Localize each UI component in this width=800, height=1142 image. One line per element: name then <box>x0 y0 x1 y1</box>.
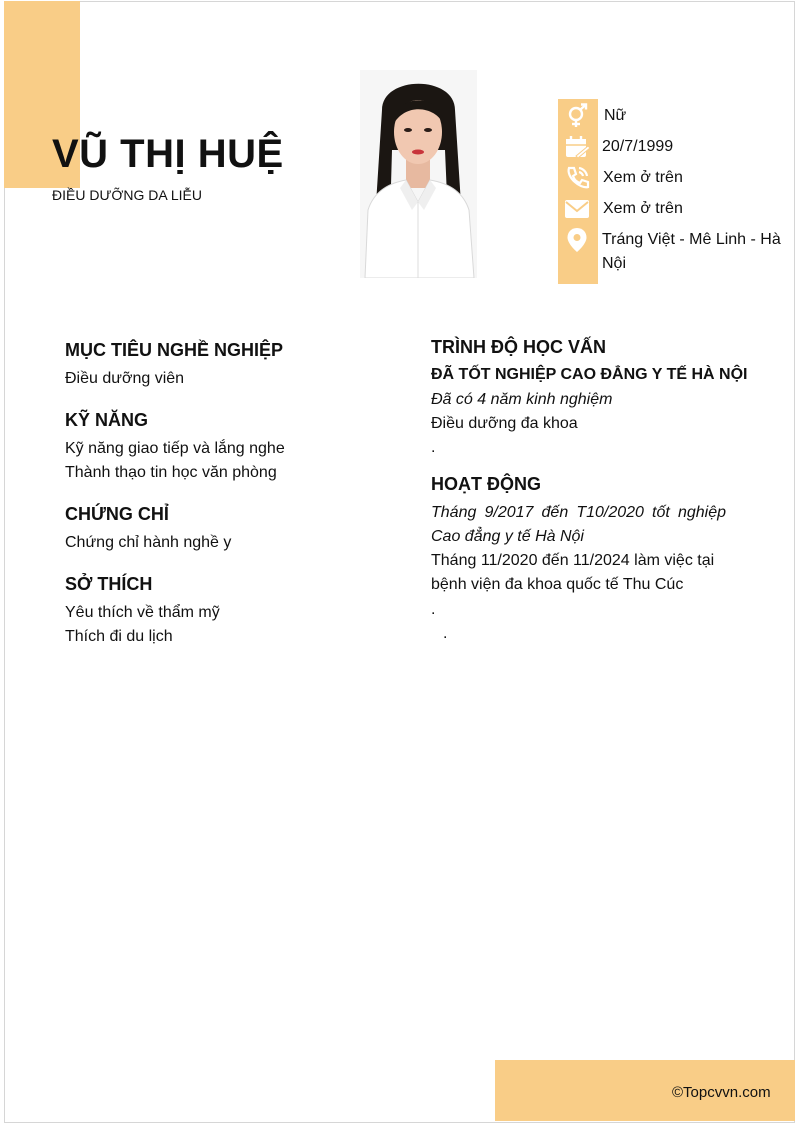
birthday-text: 20/7/1999 <box>602 138 674 155</box>
address-line-2: Nội <box>602 255 627 272</box>
phone-icon <box>564 165 590 191</box>
job-title: ĐIỀU DƯỠNG DA LIỄU <box>52 187 202 203</box>
education-dot: . <box>431 439 436 456</box>
email-icon <box>564 196 590 222</box>
email-text: Xem ở trên <box>603 200 683 217</box>
hobby-item: Thích đi du lịch <box>65 628 173 645</box>
activity-dot: . <box>431 601 436 618</box>
phone-text: Xem ở trên <box>603 169 683 186</box>
skills-heading: KỸ NĂNG <box>65 410 149 430</box>
copyright-text: ©Topcvvn.com <box>672 1084 771 1101</box>
activities-heading: HOẠT ĐỘNG <box>431 474 541 494</box>
address-line-1: Tráng Việt - Mê Linh - Hà <box>602 231 781 248</box>
hobby-item: Yêu thích về thẩm mỹ <box>65 604 220 621</box>
calendar-icon <box>564 134 590 160</box>
education-heading: TRÌNH ĐỘ HỌC VẤN <box>431 337 606 357</box>
activity-2-line-2: bệnh viện đa khoa quốc tế Thu Cúc <box>431 576 684 593</box>
profile-photo <box>360 70 477 278</box>
objective-heading: MỤC TIÊU NGHỀ NGHIỆP <box>65 340 284 360</box>
activity-1-line-1: Tháng 9/2017 đến T10/2020 tốt nghiệp <box>431 504 726 521</box>
education-school: ĐÃ TỐT NGHIỆP CAO ĐẲNG Y TẾ HÀ NỘI <box>431 366 748 383</box>
gender-text: Nữ <box>604 107 627 124</box>
certificate-item: Chứng chỉ hành nghề y <box>65 534 232 551</box>
activity-2-line-1: Tháng 11/2020 đến 11/2024 làm việc tại <box>431 552 715 569</box>
education-note: Đã có 4 năm kinh nghiệm <box>431 391 613 408</box>
certificates-heading: CHỨNG CHỈ <box>65 504 169 524</box>
skill-item: Kỹ năng giao tiếp và lắng nghe <box>65 440 285 457</box>
candidate-name: VŨ THỊ HUỆ <box>52 132 284 176</box>
gender-icon <box>564 103 590 129</box>
education-major: Điều dưỡng đa khoa <box>431 415 578 432</box>
hobbies-heading: SỞ THÍCH <box>65 574 153 594</box>
activity-1-line-2: Cao đẳng y tế Hà Nội <box>431 528 584 545</box>
objective-item: Điều dưỡng viên <box>65 370 185 387</box>
skill-item: Thành thạo tin học văn phòng <box>65 464 277 481</box>
location-icon <box>564 227 590 253</box>
activity-dot: . <box>443 625 448 642</box>
